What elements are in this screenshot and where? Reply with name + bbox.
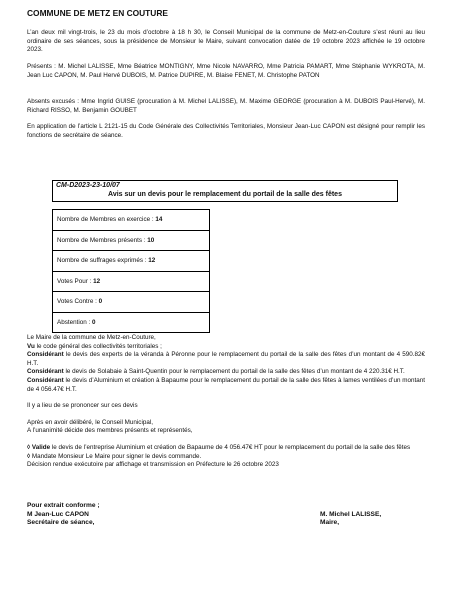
votes-row-for [53, 271, 210, 292]
considerant-2: Considérant le devis de Solabaie à Saint-Quentin pour le remplacement du portail de la salle des fêtes d’un montant de 4 220.31€ H.T. [27, 368, 405, 376]
considerant-1: Considérant le devis des experts de la véranda à Péronne pour le remplacement du portail de la salle des fêtes d’un montant de 4 590.82€ H.T. [27, 351, 425, 367]
vote-value: 12 [148, 257, 156, 265]
vote-label: Nombre de Membres présents : [57, 236, 148, 244]
secretary-paragraph: En application de l’article L 2121-15 du Code Générale des Collectivités Territoriales, Monsieur Jean-Luc CAPON est désigné pour remplir les fonctions de secrétaire de séance. [27, 123, 425, 139]
vote-label: Votes Pour : [57, 277, 94, 285]
secretary-role: Secrétaire de séance, [27, 519, 95, 527]
signature-left [27, 502, 100, 528]
mandate-line: ◊ Mandate Monsieur Le Maire pour signer le devis commande. [27, 452, 202, 460]
considerant-3: Considérant le devis d’Aluminium et création à Bapaume pour le remplacement du portail de la salle des fêtes à lames ventilées d’un montant de 4 056.47€ H.T. [27, 376, 425, 393]
diamond-bullet-icon: ◊ [27, 443, 31, 451]
votes-row-abstention [53, 312, 210, 333]
mayor-name: M. Michel LALISSE, [320, 510, 382, 518]
vote-value: 0 [98, 298, 103, 306]
pronounce-line: Il y a lieu de se prononcer sur ces devis [27, 402, 138, 410]
vote-label: Votes Contre : [57, 298, 99, 306]
vote-label: Nombre de suffrages exprimés : [57, 257, 149, 265]
valide-line: ◊ Valide le devis de l’entreprise Aluminium et création de Bapaume de 4 056.47€ HT pour le remplacement du portail de la salle des fêtes [27, 443, 411, 451]
deliberation-number: CM-D2023-23-10/07 [56, 182, 120, 189]
vote-value: 10 [147, 236, 155, 244]
votes-row-against [53, 292, 210, 313]
signature-right [320, 511, 381, 528]
votes-row-suffrages [53, 251, 210, 272]
presents-paragraph: Présents : M. Michel LALISSE, Mme Béatrice MONTIGNY, Mme Nicole NAVARRO, Mme Patricia PAMART, Mme Stéphanie WYKROTA, M. Jean Luc CAPON, M. Paul Hervé DUBOIS, M. Patrice DUPIRE, M. Blaise FENET, M. Christophe PATON [27, 63, 425, 79]
deliberation-subject: Avis sur un devis pour le remplacement du portail de la salle des fêtes [108, 191, 342, 198]
votes-row-present [53, 230, 210, 251]
diamond-bullet-icon: ◊ [27, 452, 31, 460]
extract-label: Pour extrait conforme ; [27, 502, 100, 509]
votes-row-members [53, 210, 210, 231]
deliberation-body [27, 334, 425, 470]
commune-heading: COMMUNE DE METZ EN COUTURE [27, 8, 168, 18]
mayor-line: Le Maire de la commune de Metz-en-Couture, [27, 334, 156, 341]
absents-paragraph: Absents excusés : Mme Ingrid GUISE (procuration à M. Michel LALISSE), M. Maxime GEORGE (procuration à M. DUBOIS Paul-Hervé), M. Richard RISSO, M. Benjamin GOUBET [27, 98, 425, 114]
deliberation-title-box [52, 180, 398, 202]
intro-paragraph: L’an deux mil vingt-trois, le 23 du mois d’octobre à 18 h 30, le Conseil Municipal de la commune de Metz-en-Couture s’est réuni au lieu ordinaire de ses séances, sous la présidence de Monsieur le Maire, suivant convocation datée de 19 octobre 2023 affichée le 19 octobre 2023. [27, 29, 425, 54]
vote-label: Abstention : [57, 318, 93, 326]
votes-table [52, 209, 210, 333]
vote-value: 14 [155, 216, 163, 224]
after-deliberation-line: Après en avoir délibéré, le Conseil Municipal, [27, 418, 154, 426]
vote-value: 0 [92, 318, 96, 326]
vu-line: Vu le code général des collectivités territoriales ; [27, 342, 162, 350]
executory-line: Décision rendue exécutoire par affichage et transmission en Préfecture le 26 octobre 2023 [27, 461, 279, 469]
secretary-name: M Jean-Luc CAPON [27, 510, 89, 518]
vote-value: 12 [93, 277, 101, 285]
mayor-role: Maire, [320, 519, 340, 527]
unanimity-line: A l’unanimité décide des membres présents et représentés, [27, 427, 193, 435]
vote-label: Nombre de Membres en exercice : [57, 216, 156, 224]
